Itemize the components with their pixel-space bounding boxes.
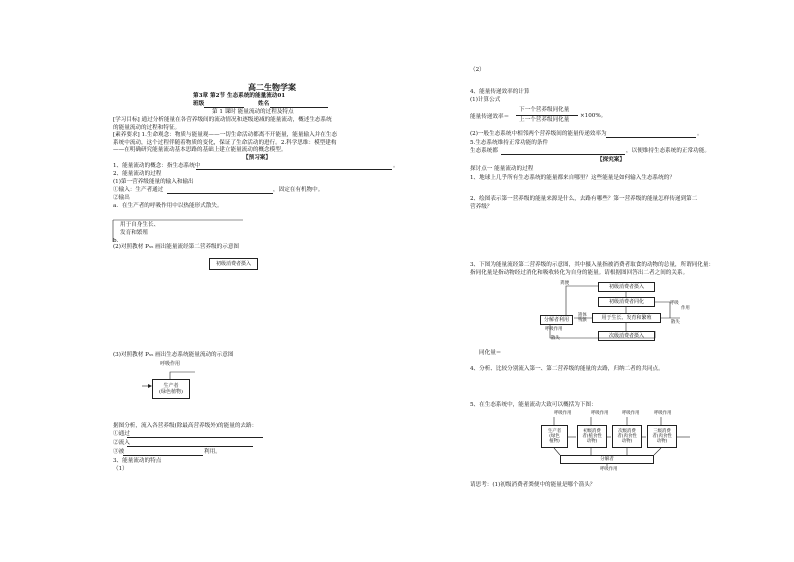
- goal-line: [素养要求] 1.生命观念：物质与能量观——一切生命活动都离不开能量，能量输入并在生态: [113, 132, 338, 139]
- q4-1-text: (1)计算公式: [470, 97, 501, 103]
- flow-c3-line: 动物): [656, 439, 668, 445]
- growth-label-1: 用于自身生长、: [120, 222, 160, 228]
- growth-label-2: 发育和繁殖: [120, 230, 148, 236]
- flow-resp-2: 呼吸作用: [591, 411, 609, 416]
- q4-2-tail: 。: [697, 131, 703, 137]
- flow-c2-line: 次级消费: [618, 428, 636, 434]
- flow-producer-line: 生产者: [547, 428, 562, 434]
- t3-text-2: 指同化量是指动物经过消化和吸收转化为自身的能量。请根据图回答出二者之间的关系。: [470, 270, 689, 276]
- diagram-respiration-label-2b: 作用: [681, 306, 690, 311]
- diagram-loss-label-1: 散失: [551, 336, 560, 341]
- class-blank[interactable]: [204, 107, 244, 108]
- diagram-decomposer-box: 分解者利用: [540, 315, 573, 325]
- producer-sublabel: (绿色植物): [159, 389, 183, 395]
- q5-1-tail: ，以便维持生态系统的正常功能。: [626, 148, 710, 154]
- flow-c2-line: 动物): [621, 439, 633, 445]
- analysis-text: 据图分析，流入各营养级(除最高营养级外)的能量的去路：: [113, 423, 258, 429]
- t4-text: 4、分析、比较分别流入第一、第二营养级的能量的去路，归纳二者的共同点。: [470, 366, 664, 372]
- flow-c2-line: 者(肉食性: [617, 433, 637, 439]
- page-title: 高二生物学案: [248, 83, 296, 92]
- q1-blank[interactable]: [196, 169, 392, 170]
- t2-text-1: 2、绘图表示第一营养级的能量来源是什么，去路有哪些？第一营养级的能量怎样传递到第二: [470, 196, 698, 202]
- section-inquiry: 【探究案】: [597, 157, 625, 163]
- flow-producer-line: 植物): [549, 439, 560, 445]
- diagram-respiration-label-1: 呼吸作用: [545, 327, 563, 332]
- section-preview: 【预习案】: [243, 155, 271, 161]
- formula-fraction-bar: [516, 115, 578, 116]
- path3-blank[interactable]: [123, 455, 203, 456]
- path2-blank[interactable]: [127, 446, 253, 447]
- flow-resp-bottom: 呼吸作用: [600, 467, 618, 472]
- primary-consumer-intake-box: 初级消费者摄入: [209, 258, 258, 270]
- q3-text: 3、能量流动的特点: [113, 458, 162, 464]
- formula-numerator: 下一个营养级同化量: [519, 107, 570, 113]
- diagram-feces-label: 粪便: [560, 281, 570, 286]
- q2-text: 2、能量流动的过程: [113, 171, 162, 177]
- second-level-diagram-arrows: [530, 280, 700, 350]
- q5-text: 5.生态系统维持正常功能的条件: [470, 140, 549, 146]
- q5-1-text: 生态系统都: [470, 148, 498, 154]
- diagram-dead-label: 遗体: [578, 313, 587, 318]
- respiration-label: 呼吸作用: [160, 361, 181, 367]
- q5-1-blank[interactable]: [501, 154, 625, 155]
- q2-1d-text: b.: [113, 238, 119, 244]
- name-label: 姓名: [258, 101, 270, 107]
- flow-resp-4: 呼吸作用: [654, 411, 672, 416]
- flow-resp-3: 呼吸作用: [622, 411, 640, 416]
- growth-bracket: [113, 214, 253, 244]
- learning-goals: [113, 117, 337, 155]
- q2-1a-text: ①输入：生产者通过: [113, 187, 164, 193]
- flow-decomposer-box: 分解者: [560, 455, 654, 464]
- q1-text: 1、能量流动的概念：指生态系统中: [113, 163, 201, 169]
- flow-c1-line: 初级消费: [583, 428, 601, 434]
- formula-suffix: ×100%。: [580, 113, 607, 119]
- q2-1a-blank[interactable]: [167, 193, 273, 194]
- diagram-intake-box: 初级消费者摄入: [598, 282, 655, 292]
- producer-label: 生产者: [163, 383, 179, 389]
- q4-2-text: (2)一般生态系统中相邻两个营养级间的能量传递效率为: [470, 131, 607, 137]
- q1-tail: 。: [393, 163, 399, 169]
- path1-blank[interactable]: [127, 437, 263, 438]
- t5-question: 请思考：(1)初级消费者粪便中的能量是哪个箭头？: [470, 482, 596, 488]
- q3-1-text: （1）: [113, 466, 128, 472]
- path1-text: ①通过: [113, 431, 130, 437]
- path3-tail: 利用。: [204, 449, 221, 455]
- goal-line: 的能量流动的过程和特征。: [113, 124, 181, 131]
- goal-line: 系统中流动，这个过程伴随着物质的变化，保证了生命活动的进行。2.科学思维：模型建构: [113, 139, 337, 146]
- t1-text: 1、地球上几乎所有生态系统的能量都来自哪里？这些能量是如何输入生态系统的？: [470, 175, 675, 181]
- q3-2-text: （2）: [470, 67, 485, 73]
- chapter-heading: 第3章 第2节 生态系统的能量流动01: [193, 93, 286, 99]
- lesson-heading: 第 1 课时 能量流动的过程及特点: [212, 109, 294, 115]
- q4-text: 4、能量传递效率的计算: [470, 89, 530, 95]
- flow-resp-1: 呼吸作用: [554, 411, 572, 416]
- diagram-next-consumer-box: 次级消费者摄入: [598, 331, 655, 341]
- q2-1b-text: ②输出: [113, 195, 130, 201]
- q4-2-blank[interactable]: [606, 137, 696, 138]
- energy-flow-arrows: [530, 410, 700, 472]
- flow-c1-line: 动物): [586, 439, 598, 445]
- name-blank[interactable]: [270, 107, 328, 108]
- class-label: 班级: [193, 101, 205, 107]
- t3-text-1: 3、下图为能量流经第二营养级的示意图，其中摄入量指被消费者取食的动物的总量，所谓同化量：: [470, 262, 715, 268]
- flow-producer-line: (绿色: [549, 433, 560, 439]
- diagram-dead-label-2: 残骸: [578, 318, 587, 323]
- q2-2-text: (2)对照教材 P₅₅ 画出能量流经第二营养级的示意图: [113, 244, 240, 250]
- diagram-respiration-label-2: 呼吸: [670, 301, 679, 306]
- flow-c3-line: 三级消费: [653, 428, 671, 434]
- formula-prefix: 能量传递效率＝: [470, 114, 510, 120]
- q2-1-text: (1)第一营养级能量的输入和输出: [113, 179, 194, 185]
- q2-1c-text: a．在生产者的呼吸作用中以热能形式散失。: [113, 203, 223, 209]
- formula-denominator: 上一个营养级同化量: [519, 117, 570, 123]
- flow-c3-line: 者(肉食性: [652, 433, 672, 439]
- goal-line: [学习目标] 通过分析能量在各营养级间的流动情况和逐级递减的能量流动，概述生态系统: [113, 117, 332, 123]
- producer-box: [152, 379, 190, 399]
- diagram-assimilation-box: 初级消费者同化: [598, 297, 655, 307]
- q2-3-text: (3)对照教材 P₅₅ 画出生态系统能量流动的示意图: [113, 352, 234, 358]
- diagram-loss-label-2: 散失: [671, 320, 680, 325]
- flow-c1-line: 者(植食性: [582, 433, 602, 439]
- goal-line: ——在明确研究能量流动基本思路的基础上建立能量流动的概念模型。: [113, 147, 287, 154]
- topic1-heading: 探讨点一 能量流动的过程: [470, 166, 534, 172]
- path3-text: ③被: [113, 449, 125, 455]
- path2-text: ②流入: [113, 440, 130, 446]
- t2-text-2: 营养级？: [470, 204, 493, 210]
- t3-equation: 同化量＝: [479, 350, 502, 356]
- q2-1a-tail: ，固定在有机物中。: [273, 187, 324, 193]
- t5-text: 5、在生态系统中，能量流动大致可以概括为下图：: [470, 402, 597, 408]
- diagram-growth-box: 用于生长、发育和繁殖: [592, 313, 661, 323]
